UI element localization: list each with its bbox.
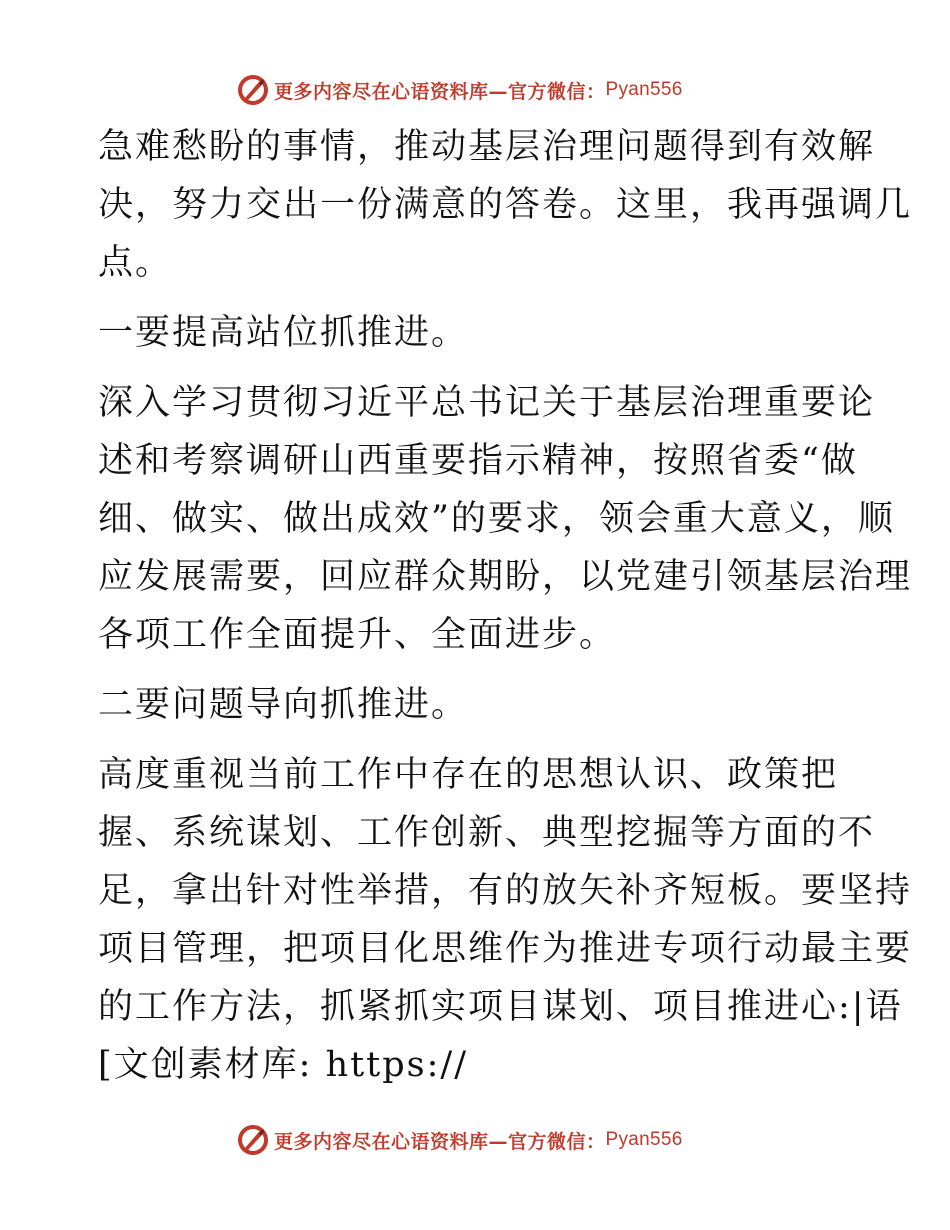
banner-text: 更多内容尽在心语资料库—官方微信： xyxy=(274,80,606,103)
text-line: 点。 xyxy=(98,243,173,283)
wechat-id: Pyan556 xyxy=(605,79,683,100)
text-line: [文创素材库: https:// xyxy=(98,1045,468,1085)
text-line: 深入学习贯彻习近平总书记关于基层治理重要论 xyxy=(98,383,876,423)
text-line: 握、系统谋划、工作创新、典型挖掘等方面的不 xyxy=(98,813,876,853)
text-line: 决，努力交出一份满意的答卷。这里，我再强调几 xyxy=(98,185,913,225)
text-line: 应发展需要，回应群众期盼，以党建引领基层治理 xyxy=(98,557,913,597)
footer-banner xyxy=(236,1122,683,1158)
quill-pen-logo-icon xyxy=(236,1123,270,1157)
text-line: 各项工作全面提升、全面进步。 xyxy=(98,615,617,655)
text-line: 项目管理，把项目化思维作为推进专项行动最主要 xyxy=(98,929,913,969)
section-heading: 二要问题导向抓推进。 xyxy=(98,685,469,725)
document-body xyxy=(98,118,913,1094)
text-line: 急难愁盼的事情，推动基层治理问题得到有效解 xyxy=(98,127,876,167)
banner-text: 更多内容尽在心语资料库—官方微信： xyxy=(274,1130,606,1153)
text-line: 细、做实、做出成效”的要求，领会重大意义，顺 xyxy=(98,499,895,539)
text-line: 的工作方法，抓紧抓实项目谋划、项目推进心:|语 xyxy=(98,987,903,1027)
section-heading: 一要提高站位抓推进。 xyxy=(98,313,469,353)
text-line: 足，拿出针对性举措，有的放矢补齐短板。要坚持 xyxy=(98,871,913,911)
wechat-id: Pyan556 xyxy=(605,1129,683,1150)
quill-pen-logo-icon xyxy=(236,73,270,107)
header-banner xyxy=(236,72,683,108)
text-line: 高度重视当前工作中存在的思想认识、政策把 xyxy=(98,755,839,795)
text-line: 述和考察调研山西重要指示精神，按照省委“做 xyxy=(98,441,858,481)
